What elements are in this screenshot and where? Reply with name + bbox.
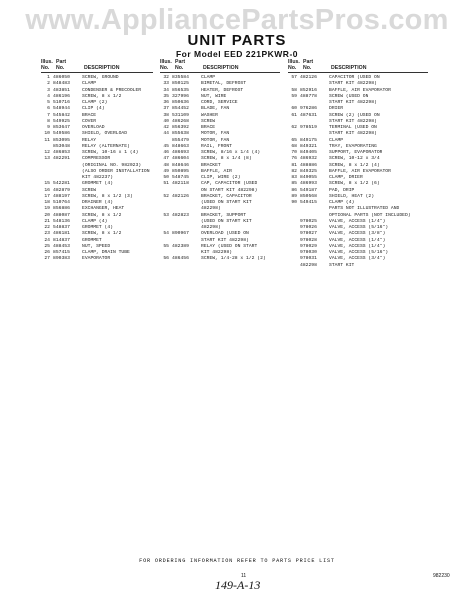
part-number: 978028 <box>300 237 317 243</box>
part-number: 855479 <box>172 137 189 143</box>
illus-number: 5 <box>47 100 50 105</box>
part-description: START KIT 482298) <box>329 131 377 137</box>
parts-column-1 <box>41 59 153 263</box>
part-description: CLAMP (4) <box>82 218 108 224</box>
part-description: PARTS NOT ILLUSTRATED AND <box>329 206 400 212</box>
model-line: For Model EED 221PKWR-0 <box>175 49 299 59</box>
part-description: TERMINAL (USED ON <box>329 125 377 130</box>
illus-number: 40 <box>163 118 169 124</box>
part-number: 548136 <box>53 218 70 224</box>
part-description: KIT 482237) <box>82 175 113 180</box>
part-description: 482298) <box>201 206 221 212</box>
illus-number: 54 <box>163 231 169 237</box>
part-description: VALVE, ACCESS (3/4") <box>329 256 386 262</box>
illus-number: 17 <box>44 193 50 199</box>
part-description: VALVE, ACCESS (3/8") <box>329 231 386 237</box>
part-number: 510716 <box>53 100 70 105</box>
handwritten-note: 149-A-13 <box>215 578 261 592</box>
part-number: 814837 <box>53 237 70 243</box>
part-number: 890967 <box>172 231 189 237</box>
illus-number: 3 <box>47 87 50 93</box>
part-number: 978025 <box>300 218 317 224</box>
part-description: SCREW, 8 x 1/2 <box>82 212 122 218</box>
illus-number: 51 <box>163 181 169 187</box>
part-description: BLADE, FAN <box>201 106 230 112</box>
part-description: COVER <box>82 118 97 124</box>
header-no: No. <box>288 65 297 71</box>
part-number: 545842 <box>53 112 70 118</box>
illus-number: 7 <box>47 112 50 118</box>
illus-number: 61 <box>291 112 297 118</box>
part-number: 482126 <box>300 75 317 80</box>
part-number: 549187 <box>300 187 317 193</box>
part-number: 849405 <box>300 150 317 155</box>
part-description: DRIER <box>329 106 344 112</box>
part-description: BRACE <box>82 112 97 118</box>
illus-number: 32 <box>163 75 169 80</box>
part-description: VALVE, ACCESS (1/4") <box>329 237 386 243</box>
illus-number: 15 <box>44 181 50 187</box>
part-description: EVAPORATOR <box>82 256 111 262</box>
illus-number: 25 <box>44 243 50 249</box>
illus-number: 83 <box>291 175 297 180</box>
part-description: OPTIONAL PARTS (NOT INCLUDED) <box>329 212 411 218</box>
illus-number: 33 <box>163 81 169 87</box>
illus-number: 2 <box>47 81 50 87</box>
table-row <box>288 263 428 269</box>
illus-number: 8 <box>47 118 50 124</box>
part-number: 890383 <box>53 256 70 262</box>
illus-number: 6 <box>47 106 50 112</box>
part-description: SCREW <box>82 187 97 193</box>
part-description: NUT, WIRE <box>201 93 227 99</box>
header-no2: No. <box>175 65 184 71</box>
illus-number: 44 <box>163 131 169 137</box>
illus-number: 85 <box>291 181 297 187</box>
part-description: RELAY (ALTERNATE) <box>82 143 130 149</box>
part-description: BRACKET, CAPACITOR <box>201 193 252 199</box>
illus-number: 62 <box>291 125 297 130</box>
part-description: START KIT 482298) <box>329 100 377 105</box>
column-header <box>288 59 428 73</box>
parts-column-2 <box>160 59 280 263</box>
part-number: 531109 <box>172 112 189 118</box>
part-description: WASHER <box>201 112 218 118</box>
part-number: 488087 <box>53 212 70 218</box>
header-no2: No. <box>56 65 65 71</box>
part-number: 835584 <box>172 75 189 80</box>
part-number: 486181 <box>53 231 70 237</box>
illus-number: 68 <box>291 143 297 149</box>
part-description: HEATER, DEFROST <box>201 87 244 93</box>
illus-number: 56 <box>163 256 169 262</box>
part-description: MOTOR, FAN <box>201 131 230 137</box>
part-description: 482298) <box>201 225 221 230</box>
part-description: START KIT 482298) <box>201 237 249 243</box>
part-description: SCREW (2) (USED ON <box>329 112 380 118</box>
part-description: CLAMP (4) <box>329 200 355 205</box>
part-number: 850568 <box>300 193 317 199</box>
illus-number: 46 <box>163 150 169 155</box>
part-description: BRACKET <box>201 162 221 168</box>
part-number: 486196 <box>53 93 70 99</box>
header-illus: Illus. <box>288 59 300 65</box>
illus-number: 57 <box>291 75 297 80</box>
part-number: 976286 <box>300 106 317 112</box>
part-description: VALVE, ACCESS (1/4") <box>329 218 386 224</box>
illus-number: 19 <box>44 206 50 212</box>
part-number: 848646 <box>172 162 189 168</box>
part-description: DRAINER (4) <box>82 200 113 205</box>
parts-list-3 <box>288 75 428 269</box>
part-description: SCREW, 8 x 1/2 (6) <box>329 181 380 187</box>
part-number: 548944 <box>53 106 70 112</box>
illus-number: 21 <box>44 218 50 224</box>
illus-number: 86 <box>291 187 297 193</box>
part-number: 488453 <box>53 243 70 249</box>
part-description: CORD, SERVICE <box>201 100 238 105</box>
part-description: OVERLOAD (USED ON <box>201 231 249 237</box>
part-description: SCREW <box>201 118 216 124</box>
part-number: 327996 <box>172 93 189 99</box>
part-number: 849055 <box>300 175 317 180</box>
part-description: MOTOR, FAN <box>201 137 230 143</box>
part-number: 978026 <box>300 225 317 230</box>
part-description: TRAY, EVAPORATING <box>329 143 377 149</box>
part-number: 487631 <box>300 112 317 118</box>
part-number: 482118 <box>172 181 189 187</box>
illus-number: 37 <box>163 106 169 112</box>
part-number: 853647 <box>53 125 70 130</box>
illus-number: 13 <box>44 156 50 162</box>
part-description: SCREW, 8 x 1/2 (3) <box>82 193 133 199</box>
illus-number: 38 <box>163 112 169 118</box>
part-number: 857415 <box>53 250 70 255</box>
table-row <box>160 256 280 262</box>
illus-number: 23 <box>44 231 50 237</box>
part-number: 549586 <box>53 131 70 137</box>
illus-number: 34 <box>163 87 169 93</box>
header-description: DESCRIPTION <box>203 65 239 71</box>
part-description: CLAMP, DRAIN TUBE <box>82 250 130 255</box>
part-description: CLIP, WIRE (2) <box>201 175 241 180</box>
header-illus: Illus. <box>41 59 53 65</box>
part-description: START KIT <box>329 262 355 268</box>
part-number: 486853 <box>53 150 70 155</box>
part-description: START KIT 482298) <box>329 81 377 87</box>
part-number: 853048 <box>53 143 70 149</box>
part-description: RELAY (USED ON START <box>201 243 258 249</box>
part-description: CONDENSER & PRECOOLER <box>82 87 142 93</box>
illus-number: 50 <box>163 175 169 180</box>
illus-number: 59 <box>291 93 297 99</box>
part-number: 850636 <box>172 100 189 105</box>
part-number: 486456 <box>172 256 189 262</box>
part-description: (ORIGINAL NO. 982023) <box>82 162 142 168</box>
part-description: RAIL, FRONT <box>201 143 232 149</box>
part-number: 848663 <box>172 143 189 149</box>
part-description: (USED ON START KIT <box>201 200 252 205</box>
part-description: BRACE <box>201 125 216 130</box>
watermark: www.AppliancePartsPros.com <box>25 4 449 36</box>
column-header <box>41 59 153 73</box>
illus-number: 70 <box>291 150 297 155</box>
part-number: 854452 <box>172 106 189 112</box>
part-description: VALVE, ACCESS (5/16") <box>329 225 389 230</box>
part-number: 482298 <box>300 262 317 268</box>
part-number: 850895 <box>172 168 189 174</box>
illus-number: 52 <box>163 193 169 199</box>
illus-number: 55 <box>163 243 169 249</box>
part-description: CLIP (4) <box>82 106 105 112</box>
part-description: SUPPORT, EVAPORATOR <box>329 150 383 155</box>
part-description: SHIELD, HEAT (2) <box>329 193 375 199</box>
illus-number: 90 <box>291 200 297 205</box>
part-description: CAP, CAPACITOR (USED <box>201 181 258 187</box>
header-part: Part <box>175 59 186 65</box>
part-description: SCREW, 8 x 1/2 <box>82 231 122 237</box>
illus-number: 22 <box>44 225 50 230</box>
part-description: CLAMP <box>329 137 344 143</box>
part-number: 486268 <box>172 118 189 124</box>
part-number: 848483 <box>53 81 70 87</box>
part-description: CLAMP <box>82 81 97 87</box>
part-number: 978519 <box>300 125 317 130</box>
part-description: NUT, SPEED <box>82 243 111 249</box>
part-description: SCREW, GROUND <box>82 75 119 80</box>
part-description: EXCHANGER, HEAT <box>82 206 125 212</box>
illus-number: 58 <box>291 87 297 93</box>
part-description: SCREW, 10-12 x 3/4 <box>329 156 380 162</box>
illus-number: 45 <box>163 143 169 149</box>
illus-number: 81 <box>291 162 297 168</box>
part-description: GROMMET (4) <box>82 225 113 230</box>
part-description: RELAY <box>82 137 97 143</box>
part-number: 486693 <box>172 150 189 155</box>
illus-number: 89 <box>291 193 297 199</box>
part-description: SHIELD, OVERLOAD <box>82 131 128 137</box>
illus-number: 35 <box>163 93 169 99</box>
part-description: (USED ON START KIT <box>201 218 252 224</box>
part-description: VALVE, ACCESS (5/16") <box>329 250 389 255</box>
part-number: 548837 <box>53 225 70 230</box>
part-description: KIT 482298) <box>201 250 232 255</box>
part-description: BAFFLE, AIR EVAPORATOR <box>329 168 391 174</box>
illus-number: 10 <box>44 131 50 137</box>
illus-number: 60 <box>291 106 297 112</box>
part-number: 482879 <box>53 187 70 193</box>
part-number: 548745 <box>172 175 189 180</box>
header-part: Part <box>303 59 314 65</box>
illus-number <box>288 263 297 269</box>
illus-number: 48 <box>163 162 169 168</box>
illus-number: 20 <box>44 212 50 218</box>
part-description: VALVE, ACCESS (1/4") <box>329 243 386 249</box>
header-description: DESCRIPTION <box>331 65 367 71</box>
part-description: START KIT 482298) <box>329 118 377 124</box>
part-description: CLAMP, DRIER <box>329 175 363 180</box>
part-number: 486993 <box>300 181 317 187</box>
part-description: BAFFLE, AIR <box>201 168 232 174</box>
part-description: SCREW, 8 x 1/2 <box>82 93 122 99</box>
table-row <box>41 256 153 262</box>
part-description: ON START KIT 482298) <box>201 187 258 193</box>
part-number: 482389 <box>172 243 189 249</box>
part-description: GROMMET <box>82 237 102 243</box>
illus-number: 12 <box>44 150 50 155</box>
part-description: PAD, DRIP <box>329 187 355 193</box>
part-number: 486604 <box>172 156 189 162</box>
ordering-footer: FOR ORDERING INFORMATION REFER TO PARTS PRICE LIST <box>139 558 335 564</box>
illus-number: 49 <box>163 168 169 174</box>
part-number: 978030 <box>300 250 317 255</box>
part-description: SCREW (USED ON <box>329 93 369 99</box>
part-number: 488778 <box>300 93 317 99</box>
part-number: 549925 <box>53 118 70 124</box>
part-number: 510764 <box>53 200 70 205</box>
part-description: SCREW, 8 x 1/2 (4) <box>329 162 380 168</box>
part-description: BRACKET, SUPPORT <box>201 212 247 218</box>
illus-number: 26 <box>44 250 50 255</box>
part-number: 978031 <box>300 256 317 262</box>
illus-number: 82 <box>291 168 297 174</box>
part-number: 978027 <box>300 231 317 237</box>
page-title: UNIT PARTS <box>187 32 287 49</box>
header-illus: Illus. <box>160 59 172 65</box>
part-number: 486050 <box>53 75 70 80</box>
parts-column-3 <box>288 59 428 269</box>
part-description: CAPACITOR (USED ON <box>329 75 380 80</box>
parts-list-2 <box>160 75 280 263</box>
part-description: SCREW, 8 x 1/4 (8) <box>201 156 252 162</box>
header-no2: No. <box>303 65 312 71</box>
illus-number: 47 <box>163 156 169 162</box>
illus-number: 53 <box>163 212 169 218</box>
part-number: 849321 <box>300 143 317 149</box>
part-description: BAFFLE, AIR EVAPORATOR <box>329 87 391 93</box>
illus-number: 18 <box>44 200 50 205</box>
illus-number: 1 <box>47 75 50 80</box>
part-number: 488197 <box>53 193 70 199</box>
illus-number: 42 <box>163 125 169 130</box>
part-number: 488886 <box>300 162 317 168</box>
illus-number: 24 <box>44 237 50 243</box>
part-number: 855638 <box>172 131 189 137</box>
part-number: 482291 <box>53 156 70 162</box>
part-number: 856535 <box>172 87 189 93</box>
column-header <box>160 59 280 73</box>
part-number: 850125 <box>172 81 189 87</box>
part-description: CLAMP (2) <box>82 100 108 105</box>
illus-number: 65 <box>291 137 297 143</box>
illus-number: 27 <box>44 256 50 262</box>
illus-number: 4 <box>47 93 50 99</box>
part-number: 856886 <box>53 206 70 212</box>
part-number: 482823 <box>172 212 189 218</box>
illus-number: 76 <box>291 156 297 162</box>
part-description: OVERLOAD <box>82 125 105 130</box>
part-number: 486932 <box>300 156 317 162</box>
part-description: COMPRESSOR <box>82 156 111 162</box>
header-part: Part <box>56 59 67 65</box>
page-number: 11 <box>241 573 247 579</box>
parts-list-1 <box>41 75 153 263</box>
illus-number: 36 <box>163 100 169 105</box>
illus-number: 9 <box>47 125 50 130</box>
part-description: GROMMET (4) <box>82 181 113 187</box>
document-code: 982230 <box>433 573 450 579</box>
part-number: 853095 <box>53 137 70 143</box>
header-description: DESCRIPTION <box>84 65 120 71</box>
header-no: No. <box>160 65 169 71</box>
part-description: SCREW, 1/4-28 x 1/2 (2) <box>201 256 266 262</box>
part-number: 849175 <box>300 137 317 143</box>
part-number: 483851 <box>53 87 70 93</box>
illus-number: 11 <box>44 137 50 143</box>
part-description: BIMETAL, DEFROST <box>201 81 247 87</box>
part-number: 549415 <box>300 200 317 205</box>
part-description: (ALSO ORDER INSTALLATION <box>82 168 150 174</box>
part-description: SCREW, 10-16 x 1 (4) <box>82 150 139 155</box>
part-number: 849325 <box>300 168 317 174</box>
part-description: SCREW, 8/16 x 1/4 (4) <box>201 150 261 155</box>
part-description: CLAMP <box>201 75 216 80</box>
part-number: 852916 <box>300 87 317 93</box>
part-number: 542281 <box>53 181 70 187</box>
header-no: No. <box>41 65 50 71</box>
part-number: 482126 <box>172 193 189 199</box>
illus-number: 16 <box>44 187 50 193</box>
part-number: 978029 <box>300 243 317 249</box>
part-number: 856392 <box>172 125 189 130</box>
